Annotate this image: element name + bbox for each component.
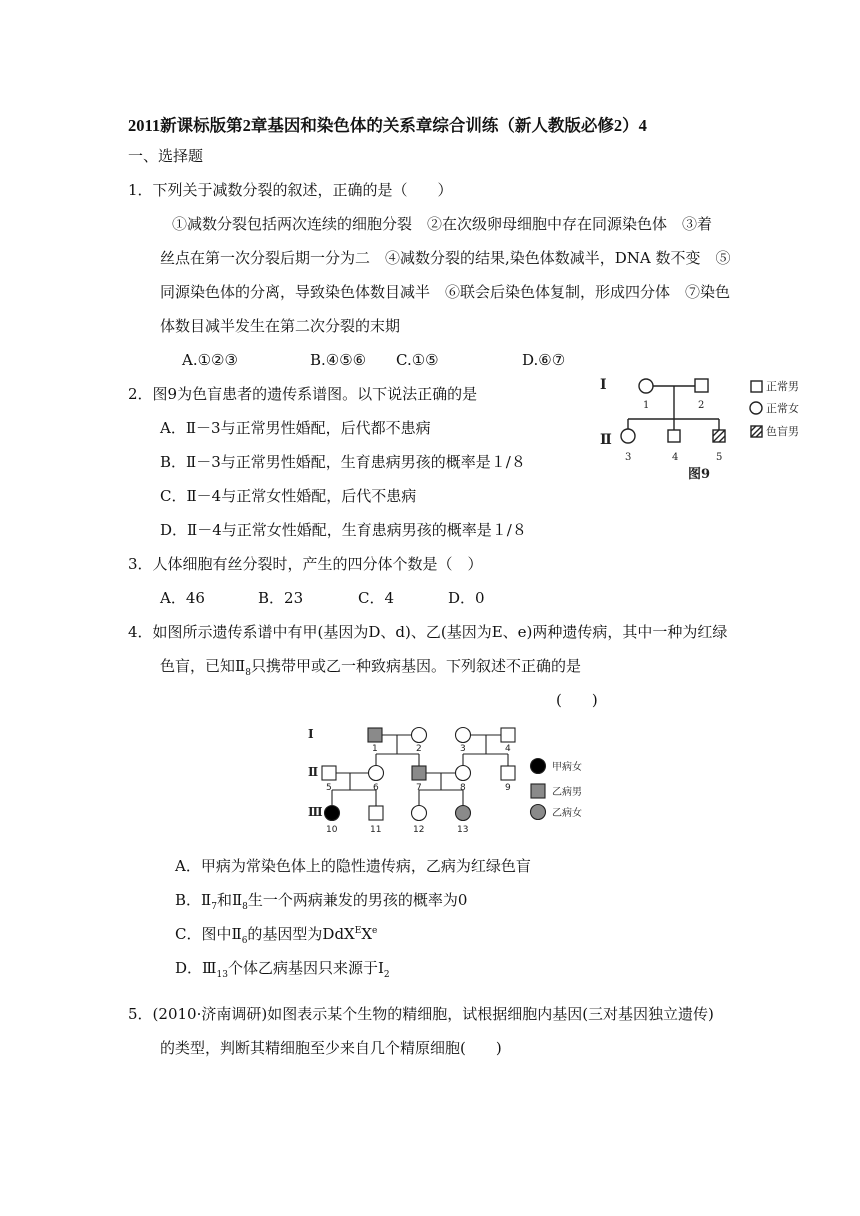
female-8-symbol <box>456 766 471 781</box>
opt-text: B．Ⅱ <box>175 891 212 909</box>
q1-line: ①减数分裂包括两次连续的细胞分裂 ②在次级卵母细胞中存在同源染色体 ③着 <box>172 215 713 233</box>
pedigree-figure-9 <box>594 372 820 484</box>
q4-answer-bracket: ( ) <box>556 691 598 709</box>
individual-number: 3 <box>625 452 632 463</box>
opt-text: 个体乙病基因只来源于Ⅰ <box>227 959 384 977</box>
legend-label: 乙病男 <box>552 787 582 798</box>
q2-option-a: A．Ⅱ－3与正常男性婚配，后代都不患病 <box>160 419 431 437</box>
pedigree-figure-q4 <box>300 718 600 838</box>
q2-option-d: D．Ⅱ－4与正常女性婚配，生育患病男孩的概率是１/８ <box>160 521 527 539</box>
opt-text: 生一个两病兼发的男孩的概率为0 <box>247 891 468 909</box>
legend-label: 甲病女 <box>552 762 582 773</box>
q2-stem: 2．图9为色盲患者的遗传系谱图。以下说法正确的是 <box>128 385 478 403</box>
q4-option-c <box>175 924 377 944</box>
female-2-symbol <box>412 728 427 743</box>
opt-sub: 6 <box>241 936 248 946</box>
legend-male-symbol <box>751 381 762 392</box>
opt-text: C．图中Ⅱ <box>175 925 242 943</box>
opt-sub: 13 <box>216 970 228 980</box>
figure-caption: 图9 <box>688 467 711 482</box>
generation-label: Ⅱ <box>308 765 319 779</box>
legend-affected-b-female <box>531 805 546 820</box>
q3-option-d: D．0 <box>448 589 485 607</box>
individual-number: 4 <box>672 452 679 463</box>
individual-number: 11 <box>370 825 382 835</box>
female-6-symbol <box>369 766 384 781</box>
generation-label: Ⅲ <box>308 805 323 819</box>
male-1-affected-b <box>368 728 382 742</box>
male-11-symbol <box>369 806 383 820</box>
individual-number: 13 <box>457 825 469 835</box>
individual-number: 6 <box>373 783 379 793</box>
q2-option-c: C．Ⅱ－4与正常女性婚配，后代不患病 <box>160 487 417 505</box>
q1-stem: 1．下列关于减数分裂的叙述，正确的是（ ） <box>128 181 453 199</box>
legend-label: 正常女 <box>766 402 799 415</box>
male-4-symbol <box>501 728 515 742</box>
individual-number: 7 <box>416 783 422 793</box>
female-12-symbol <box>412 806 427 821</box>
q1-option-d: D.⑥⑦ <box>522 351 566 369</box>
q4-stem-sub: 8 <box>245 668 251 678</box>
q1-option-c: C.①⑤ <box>396 351 439 369</box>
q4-stem-line-1: 4．如图所示遗传系谱中有甲(基因为D、d)、乙(基因为E、e)两种遗传病，其中一种为红绿 <box>128 623 728 641</box>
female-3-symbol <box>456 728 471 743</box>
legend-female-symbol <box>750 402 762 414</box>
legend-label: 乙病女 <box>552 808 582 819</box>
individual-number: 1 <box>643 400 650 411</box>
individual-number: 8 <box>460 783 466 793</box>
male-9-symbol <box>501 766 515 780</box>
generation-label: Ⅱ <box>600 432 612 448</box>
individual-number: 5 <box>326 783 332 793</box>
opt-text: D．Ⅲ <box>175 959 217 977</box>
q1-option-b: B.④⑤⑥ <box>310 351 367 369</box>
q5-stem-line-2: 的类型，判断其精细胞至少来自几个精原细胞( ) <box>160 1039 502 1057</box>
opt-text: 的基因型为DdX <box>247 925 355 943</box>
female-10-affected-a <box>325 806 340 821</box>
male-7-affected-b <box>412 766 426 780</box>
q3-option-c: C．4 <box>358 589 395 607</box>
section-heading: 一、选择题 <box>128 147 204 165</box>
opt-sub: 7 <box>211 902 217 912</box>
individual-number: 2 <box>698 400 705 411</box>
q1-option-a: A.①②③ <box>182 351 238 369</box>
male-5-symbol <box>322 766 336 780</box>
opt-text: 和Ⅱ <box>216 891 243 909</box>
opt-text: X <box>361 925 372 943</box>
individual-number: 3 <box>460 744 466 754</box>
individual-number: 10 <box>326 825 338 835</box>
q4-option-b <box>175 890 467 910</box>
q1-line: 丝点在第一次分裂后期一分为二 ④减数分裂的结果,染色体数减半，DNA 数不变 ⑤ <box>160 249 731 267</box>
individual-number: 1 <box>372 744 378 754</box>
q1-line: 同源染色体的分离，导致染色体数目减半 ⑥联会后染色体复制，形成四分体 ⑦染色 <box>160 283 731 301</box>
q4-option-a: A．甲病为常染色体上的隐性遗传病，乙病为红绿色盲 <box>175 857 531 875</box>
q4-stem-line-2 <box>160 656 581 676</box>
opt-sub: 8 <box>242 902 248 912</box>
q3-stem: 3．人体细胞有丝分裂时，产生的四分体个数是（ ） <box>128 555 483 573</box>
q1-line: 体数目减半发生在第二次分裂的末期 <box>160 317 401 335</box>
q3-option-b: B．23 <box>258 589 304 607</box>
individual-number: 12 <box>413 825 425 835</box>
legend-label: 正常男 <box>766 380 799 393</box>
q3-option-a: A．46 <box>160 589 205 607</box>
q4-stem-text: 色盲，已知Ⅱ <box>160 657 246 675</box>
q5-stem-line-1: 5．(2010·济南调研)如图表示某个生物的精细胞，试根据细胞内基因(三对基因独立遗传) <box>128 1005 714 1023</box>
page-title: 2011新课标版第2章基因和染色体的关系章综合训练（新人教版必修2）4 <box>128 116 647 135</box>
female-13-affected-b <box>456 806 471 821</box>
female-1-symbol <box>639 379 653 393</box>
legend-affected-a-female <box>531 759 546 774</box>
q2-option-b: B．Ⅱ－3与正常男性婚配，生育患病男孩的概率是１/８ <box>160 453 526 471</box>
female-3-symbol <box>621 429 635 443</box>
male-4-symbol <box>668 430 680 442</box>
opt-sup: E <box>354 926 362 936</box>
male-2-symbol <box>695 379 708 392</box>
q4-option-d <box>175 958 390 978</box>
q4-stem-text: 只携带甲或乙一种致病基因。下列叙述不正确的是 <box>250 657 581 675</box>
individual-number: 9 <box>505 783 511 793</box>
generation-label: Ⅰ <box>600 377 607 393</box>
opt-sub: 2 <box>383 970 390 980</box>
generation-label: Ⅰ <box>308 727 314 741</box>
opt-sup: e <box>372 926 378 936</box>
individual-number: 5 <box>716 452 723 463</box>
legend-affected-b-male <box>531 784 545 798</box>
individual-number: 2 <box>416 744 422 754</box>
legend-label: 色盲男 <box>766 425 799 438</box>
individual-number: 4 <box>505 744 511 754</box>
